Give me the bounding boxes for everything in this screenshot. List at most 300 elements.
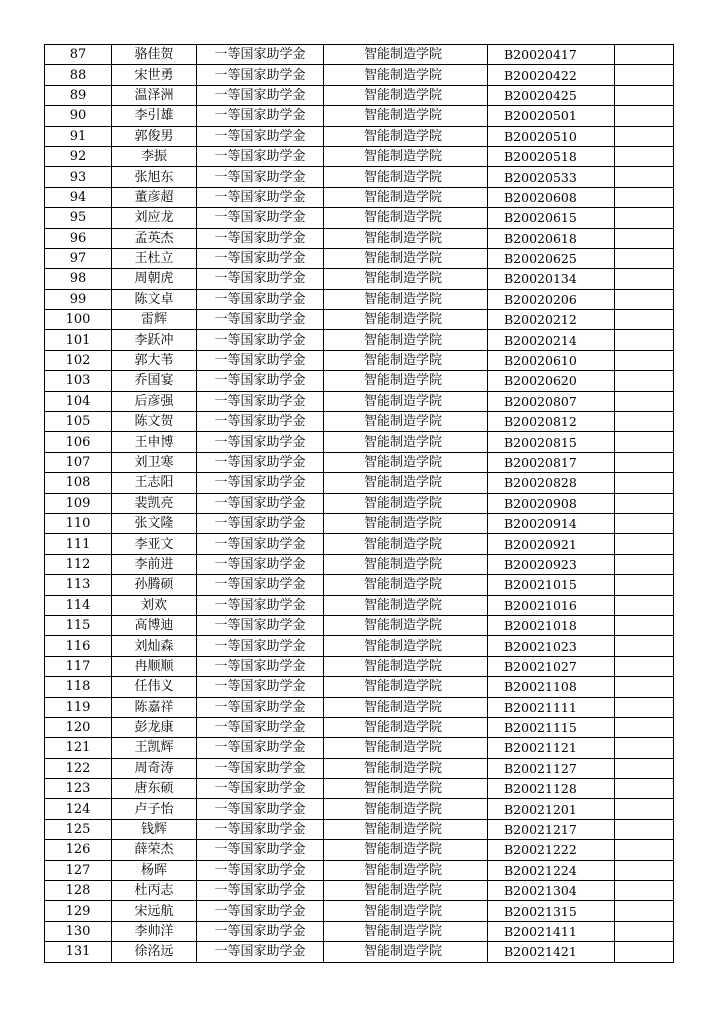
college-cell: 智能制造学院: [324, 656, 488, 676]
award-type-cell: 一等国家助学金: [197, 106, 324, 126]
row-number-cell: 129: [45, 901, 112, 921]
row-number-cell: 96: [45, 228, 112, 248]
row-number-cell: 118: [45, 677, 112, 697]
college-cell: 智能制造学院: [324, 310, 488, 330]
student-name-cell: 刘欢: [112, 595, 197, 615]
award-type-cell: 一等国家助学金: [197, 921, 324, 941]
grant-list-sheet: [44, 44, 674, 963]
table-row: [45, 65, 674, 85]
award-type-cell: 一等国家助学金: [197, 330, 324, 350]
row-number-cell: 88: [45, 65, 112, 85]
student-name-cell: 杜丙志: [112, 881, 197, 901]
note-cell: [615, 208, 674, 228]
note-cell: [615, 717, 674, 737]
row-number-cell: 97: [45, 248, 112, 268]
award-type-cell: 一等国家助学金: [197, 310, 324, 330]
student-id-cell: B20020417: [488, 45, 615, 65]
college-cell: 智能制造学院: [324, 595, 488, 615]
student-id-cell: B20020921: [488, 534, 615, 554]
note-cell: [615, 554, 674, 574]
table-row: [45, 146, 674, 166]
award-type-cell: 一等国家助学金: [197, 656, 324, 676]
student-id-cell: B20021023: [488, 636, 615, 656]
award-type-cell: 一等国家助学金: [197, 901, 324, 921]
note-cell: [615, 840, 674, 860]
note-cell: [615, 881, 674, 901]
award-type-cell: 一等国家助学金: [197, 717, 324, 737]
student-name-cell: 陈文贺: [112, 412, 197, 432]
college-cell: 智能制造学院: [324, 615, 488, 635]
row-number-cell: 89: [45, 85, 112, 105]
college-cell: 智能制造学院: [324, 840, 488, 860]
award-type-cell: 一等国家助学金: [197, 636, 324, 656]
student-name-cell: 孟英杰: [112, 228, 197, 248]
note-cell: [615, 350, 674, 370]
award-type-cell: 一等国家助学金: [197, 187, 324, 207]
row-number-cell: 121: [45, 738, 112, 758]
student-name-cell: 薛荣杰: [112, 840, 197, 860]
college-cell: 智能制造学院: [324, 513, 488, 533]
college-cell: 智能制造学院: [324, 717, 488, 737]
note-cell: [615, 228, 674, 248]
student-id-cell: B20020501: [488, 106, 615, 126]
college-cell: 智能制造学院: [324, 881, 488, 901]
student-id-cell: B20020212: [488, 310, 615, 330]
table-row: [45, 452, 674, 472]
note-cell: [615, 391, 674, 411]
student-id-cell: B20021304: [488, 881, 615, 901]
award-type-cell: 一等国家助学金: [197, 269, 324, 289]
row-number-cell: 123: [45, 779, 112, 799]
student-id-cell: B20020608: [488, 187, 615, 207]
note-cell: [615, 371, 674, 391]
college-cell: 智能制造学院: [324, 228, 488, 248]
row-number-cell: 105: [45, 412, 112, 432]
row-number-cell: 112: [45, 554, 112, 574]
college-cell: 智能制造学院: [324, 432, 488, 452]
note-cell: [615, 819, 674, 839]
college-cell: 智能制造学院: [324, 187, 488, 207]
student-id-cell: B20021315: [488, 901, 615, 921]
student-id-cell: B20020815: [488, 432, 615, 452]
student-id-cell: B20020807: [488, 391, 615, 411]
row-number-cell: 90: [45, 106, 112, 126]
note-cell: [615, 636, 674, 656]
college-cell: 智能制造学院: [324, 493, 488, 513]
student-id-cell: B20021411: [488, 921, 615, 941]
student-name-cell: 雷辉: [112, 310, 197, 330]
student-id-cell: B20020510: [488, 126, 615, 146]
student-id-cell: B20021121: [488, 738, 615, 758]
college-cell: 智能制造学院: [324, 942, 488, 962]
award-type-cell: 一等国家助学金: [197, 819, 324, 839]
award-type-cell: 一等国家助学金: [197, 860, 324, 880]
award-type-cell: 一等国家助学金: [197, 45, 324, 65]
award-type-cell: 一等国家助学金: [197, 85, 324, 105]
table-row: [45, 697, 674, 717]
award-type-cell: 一等国家助学金: [197, 350, 324, 370]
student-name-cell: 张文隆: [112, 513, 197, 533]
table-row: [45, 371, 674, 391]
college-cell: 智能制造学院: [324, 45, 488, 65]
table-row: [45, 901, 674, 921]
college-cell: 智能制造学院: [324, 167, 488, 187]
row-number-cell: 91: [45, 126, 112, 146]
table-body: [45, 45, 674, 963]
note-cell: [615, 45, 674, 65]
row-number-cell: 130: [45, 921, 112, 941]
student-name-cell: 李亚文: [112, 534, 197, 554]
row-number-cell: 117: [45, 656, 112, 676]
student-id-cell: B20020518: [488, 146, 615, 166]
student-id-cell: B20020214: [488, 330, 615, 350]
student-name-cell: 周奇涛: [112, 758, 197, 778]
college-cell: 智能制造学院: [324, 106, 488, 126]
student-name-cell: 裴凯亮: [112, 493, 197, 513]
student-name-cell: 刘卫寒: [112, 452, 197, 472]
table-row: [45, 636, 674, 656]
college-cell: 智能制造学院: [324, 901, 488, 921]
row-number-cell: 116: [45, 636, 112, 656]
table-row: [45, 310, 674, 330]
row-number-cell: 93: [45, 167, 112, 187]
row-number-cell: 119: [45, 697, 112, 717]
note-cell: [615, 126, 674, 146]
row-number-cell: 109: [45, 493, 112, 513]
table-row: [45, 432, 674, 452]
row-number-cell: 110: [45, 513, 112, 533]
student-id-cell: B20020923: [488, 554, 615, 574]
table-row: [45, 738, 674, 758]
college-cell: 智能制造学院: [324, 146, 488, 166]
table-row: [45, 45, 674, 65]
student-name-cell: 王凯辉: [112, 738, 197, 758]
college-cell: 智能制造学院: [324, 330, 488, 350]
note-cell: [615, 656, 674, 676]
college-cell: 智能制造学院: [324, 677, 488, 697]
student-id-cell: B20021127: [488, 758, 615, 778]
row-number-cell: 106: [45, 432, 112, 452]
student-id-cell: B20020134: [488, 269, 615, 289]
table-row: [45, 330, 674, 350]
award-type-cell: 一等国家助学金: [197, 146, 324, 166]
award-type-cell: 一等国家助学金: [197, 371, 324, 391]
student-name-cell: 王志阳: [112, 473, 197, 493]
student-name-cell: 彭龙康: [112, 717, 197, 737]
student-id-cell: B20020908: [488, 493, 615, 513]
student-name-cell: 刘灿森: [112, 636, 197, 656]
row-number-cell: 113: [45, 575, 112, 595]
student-id-cell: B20021108: [488, 677, 615, 697]
note-cell: [615, 269, 674, 289]
award-type-cell: 一等国家助学金: [197, 452, 324, 472]
student-id-cell: B20021217: [488, 819, 615, 839]
student-id-cell: B20021128: [488, 779, 615, 799]
award-type-cell: 一等国家助学金: [197, 65, 324, 85]
student-id-cell: B20020625: [488, 248, 615, 268]
student-id-cell: B20020422: [488, 65, 615, 85]
student-name-cell: 宋远航: [112, 901, 197, 921]
note-cell: [615, 513, 674, 533]
award-type-cell: 一等国家助学金: [197, 779, 324, 799]
table-row: [45, 248, 674, 268]
row-number-cell: 87: [45, 45, 112, 65]
student-name-cell: 乔国宴: [112, 371, 197, 391]
student-name-cell: 冉顺顺: [112, 656, 197, 676]
student-name-cell: 郭大苇: [112, 350, 197, 370]
student-name-cell: 卢子怡: [112, 799, 197, 819]
table-row: [45, 269, 674, 289]
award-type-cell: 一等国家助学金: [197, 840, 324, 860]
student-id-cell: B20021222: [488, 840, 615, 860]
college-cell: 智能制造学院: [324, 554, 488, 574]
award-type-cell: 一等国家助学金: [197, 391, 324, 411]
student-id-cell: B20020914: [488, 513, 615, 533]
student-name-cell: 杨晖: [112, 860, 197, 880]
award-type-cell: 一等国家助学金: [197, 513, 324, 533]
table-row: [45, 350, 674, 370]
row-number-cell: 107: [45, 452, 112, 472]
row-number-cell: 103: [45, 371, 112, 391]
award-type-cell: 一等国家助学金: [197, 881, 324, 901]
table-row: [45, 228, 674, 248]
student-name-cell: 唐东硕: [112, 779, 197, 799]
award-type-cell: 一等国家助学金: [197, 412, 324, 432]
award-type-cell: 一等国家助学金: [197, 615, 324, 635]
table-row: [45, 534, 674, 554]
row-number-cell: 114: [45, 595, 112, 615]
college-cell: 智能制造学院: [324, 452, 488, 472]
table-row: [45, 921, 674, 941]
row-number-cell: 131: [45, 942, 112, 962]
award-type-cell: 一等国家助学金: [197, 432, 324, 452]
college-cell: 智能制造学院: [324, 371, 488, 391]
note-cell: [615, 452, 674, 472]
note-cell: [615, 412, 674, 432]
row-number-cell: 111: [45, 534, 112, 554]
award-type-cell: 一等国家助学金: [197, 554, 324, 574]
row-number-cell: 98: [45, 269, 112, 289]
table-row: [45, 554, 674, 574]
college-cell: 智能制造学院: [324, 473, 488, 493]
table-row: [45, 819, 674, 839]
award-type-cell: 一等国家助学金: [197, 738, 324, 758]
college-cell: 智能制造学院: [324, 65, 488, 85]
table-row: [45, 881, 674, 901]
college-cell: 智能制造学院: [324, 921, 488, 941]
college-cell: 智能制造学院: [324, 697, 488, 717]
award-type-cell: 一等国家助学金: [197, 677, 324, 697]
student-name-cell: 李振: [112, 146, 197, 166]
note-cell: [615, 493, 674, 513]
student-id-cell: B20021016: [488, 595, 615, 615]
row-number-cell: 99: [45, 289, 112, 309]
note-cell: [615, 942, 674, 962]
award-type-cell: 一等国家助学金: [197, 697, 324, 717]
college-cell: 智能制造学院: [324, 350, 488, 370]
award-type-cell: 一等国家助学金: [197, 799, 324, 819]
student-name-cell: 周朝虎: [112, 269, 197, 289]
student-name-cell: 李引雄: [112, 106, 197, 126]
table-row: [45, 412, 674, 432]
note-cell: [615, 921, 674, 941]
note-cell: [615, 310, 674, 330]
college-cell: 智能制造学院: [324, 758, 488, 778]
student-id-cell: B20020812: [488, 412, 615, 432]
student-name-cell: 陈文卓: [112, 289, 197, 309]
student-id-cell: B20020425: [488, 85, 615, 105]
student-name-cell: 任伟义: [112, 677, 197, 697]
note-cell: [615, 473, 674, 493]
student-name-cell: 王杜立: [112, 248, 197, 268]
college-cell: 智能制造学院: [324, 208, 488, 228]
award-type-cell: 一等国家助学金: [197, 473, 324, 493]
note-cell: [615, 779, 674, 799]
student-name-cell: 骆佳贺: [112, 45, 197, 65]
row-number-cell: 92: [45, 146, 112, 166]
student-id-cell: B20021201: [488, 799, 615, 819]
college-cell: 智能制造学院: [324, 779, 488, 799]
table-row: [45, 187, 674, 207]
table-row: [45, 289, 674, 309]
table-row: [45, 840, 674, 860]
table-row: [45, 106, 674, 126]
note-cell: [615, 65, 674, 85]
note-cell: [615, 738, 674, 758]
student-id-cell: B20020206: [488, 289, 615, 309]
note-cell: [615, 289, 674, 309]
student-name-cell: 李帅洋: [112, 921, 197, 941]
note-cell: [615, 799, 674, 819]
student-name-cell: 宋世勇: [112, 65, 197, 85]
student-id-cell: B20021224: [488, 860, 615, 880]
table-row: [45, 473, 674, 493]
college-cell: 智能制造学院: [324, 819, 488, 839]
row-number-cell: 128: [45, 881, 112, 901]
table-row: [45, 513, 674, 533]
award-type-cell: 一等国家助学金: [197, 575, 324, 595]
table-row: [45, 391, 674, 411]
student-id-cell: B20020618: [488, 228, 615, 248]
table-row: [45, 860, 674, 880]
note-cell: [615, 615, 674, 635]
award-type-cell: 一等国家助学金: [197, 758, 324, 778]
table-row: [45, 758, 674, 778]
note-cell: [615, 575, 674, 595]
student-name-cell: 张旭东: [112, 167, 197, 187]
note-cell: [615, 187, 674, 207]
student-id-cell: B20020828: [488, 473, 615, 493]
note-cell: [615, 860, 674, 880]
award-type-cell: 一等国家助学金: [197, 289, 324, 309]
row-number-cell: 94: [45, 187, 112, 207]
award-type-cell: 一等国家助学金: [197, 493, 324, 513]
student-name-cell: 郭俊男: [112, 126, 197, 146]
college-cell: 智能制造学院: [324, 126, 488, 146]
row-number-cell: 115: [45, 615, 112, 635]
row-number-cell: 122: [45, 758, 112, 778]
college-cell: 智能制造学院: [324, 391, 488, 411]
note-cell: [615, 677, 674, 697]
college-cell: 智能制造学院: [324, 799, 488, 819]
table-row: [45, 942, 674, 962]
note-cell: [615, 595, 674, 615]
table-row: [45, 799, 674, 819]
student-id-cell: B20021027: [488, 656, 615, 676]
table-row: [45, 126, 674, 146]
student-name-cell: 孙腾硕: [112, 575, 197, 595]
student-name-cell: 后彦强: [112, 391, 197, 411]
award-type-cell: 一等国家助学金: [197, 942, 324, 962]
student-name-cell: 陈嘉祥: [112, 697, 197, 717]
student-name-cell: 钱辉: [112, 819, 197, 839]
note-cell: [615, 167, 674, 187]
grant-recipients-table: [44, 44, 674, 963]
row-number-cell: 120: [45, 717, 112, 737]
row-number-cell: 100: [45, 310, 112, 330]
row-number-cell: 125: [45, 819, 112, 839]
student-name-cell: 李跃冲: [112, 330, 197, 350]
student-name-cell: 刘应龙: [112, 208, 197, 228]
award-type-cell: 一等国家助学金: [197, 248, 324, 268]
college-cell: 智能制造学院: [324, 860, 488, 880]
row-number-cell: 104: [45, 391, 112, 411]
student-id-cell: B20020817: [488, 452, 615, 472]
student-name-cell: 徐洺远: [112, 942, 197, 962]
table-row: [45, 615, 674, 635]
student-id-cell: B20020610: [488, 350, 615, 370]
row-number-cell: 127: [45, 860, 112, 880]
student-id-cell: B20020615: [488, 208, 615, 228]
note-cell: [615, 697, 674, 717]
student-id-cell: B20021018: [488, 615, 615, 635]
note-cell: [615, 432, 674, 452]
college-cell: 智能制造学院: [324, 85, 488, 105]
award-type-cell: 一等国家助学金: [197, 208, 324, 228]
table-row: [45, 677, 674, 697]
note-cell: [615, 534, 674, 554]
college-cell: 智能制造学院: [324, 636, 488, 656]
college-cell: 智能制造学院: [324, 269, 488, 289]
table-row: [45, 493, 674, 513]
student-id-cell: B20021421: [488, 942, 615, 962]
table-row: [45, 779, 674, 799]
student-id-cell: B20021015: [488, 575, 615, 595]
college-cell: 智能制造学院: [324, 534, 488, 554]
table-row: [45, 167, 674, 187]
student-id-cell: B20021111: [488, 697, 615, 717]
table-row: [45, 208, 674, 228]
student-name-cell: 高博迪: [112, 615, 197, 635]
student-id-cell: B20020620: [488, 371, 615, 391]
row-number-cell: 95: [45, 208, 112, 228]
award-type-cell: 一等国家助学金: [197, 595, 324, 615]
college-cell: 智能制造学院: [324, 248, 488, 268]
award-type-cell: 一等国家助学金: [197, 534, 324, 554]
table-row: [45, 717, 674, 737]
award-type-cell: 一等国家助学金: [197, 228, 324, 248]
note-cell: [615, 248, 674, 268]
student-name-cell: 温泽洲: [112, 85, 197, 105]
student-name-cell: 王申博: [112, 432, 197, 452]
student-id-cell: B20020533: [488, 167, 615, 187]
note-cell: [615, 85, 674, 105]
row-number-cell: 124: [45, 799, 112, 819]
college-cell: 智能制造学院: [324, 738, 488, 758]
table-row: [45, 595, 674, 615]
table-row: [45, 575, 674, 595]
note-cell: [615, 330, 674, 350]
